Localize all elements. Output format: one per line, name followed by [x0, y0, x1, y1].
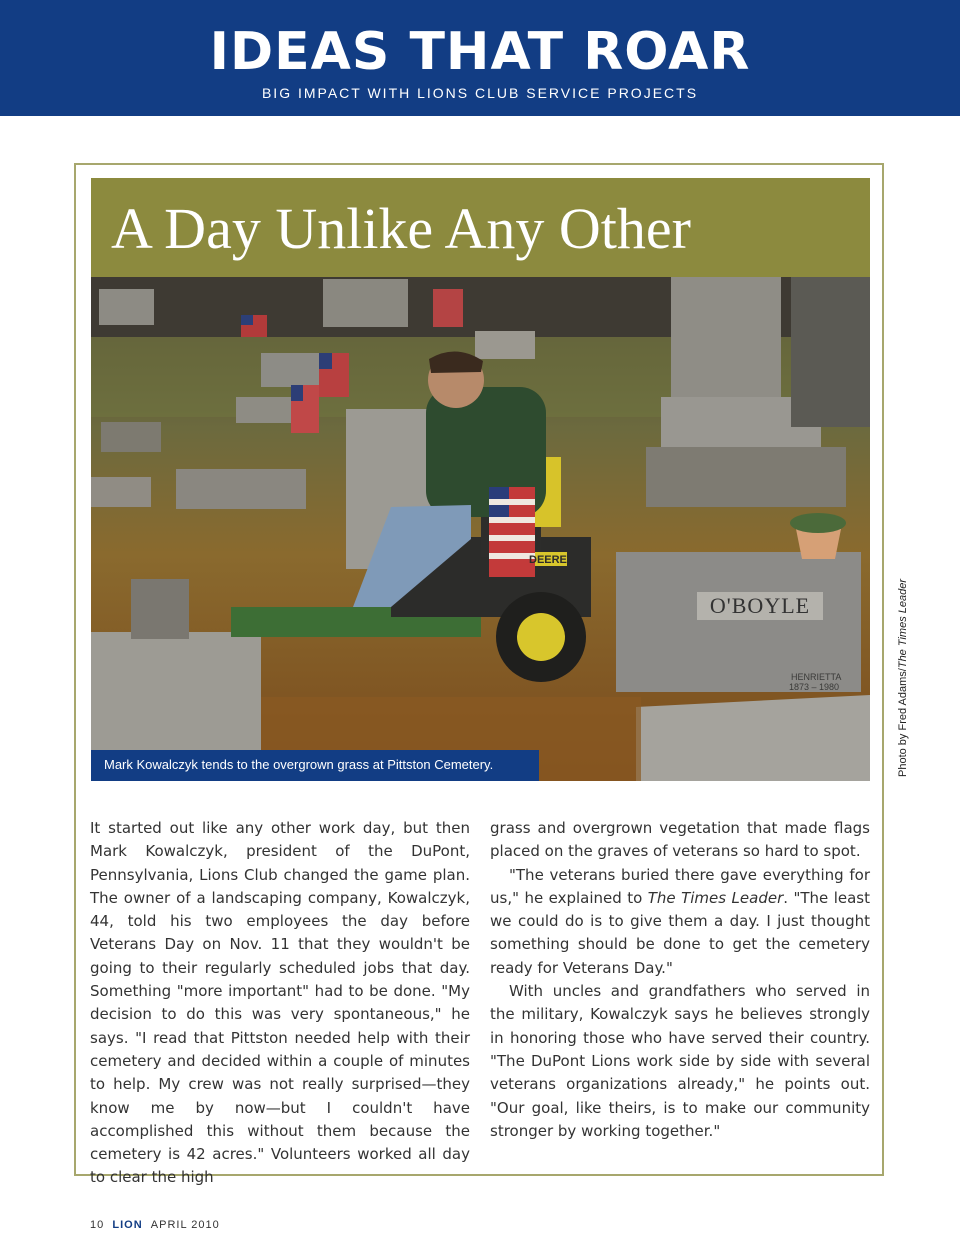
section-subtitle: BIG IMPACT WITH LIONS CLUB SERVICE PROJECTS — [261, 85, 699, 101]
photo-credit-prefix: Photo by Fred Adams/ — [897, 668, 909, 777]
right-paragraph-3: With uncles and grandfathers who served in the military, Kowalczyk says he believes strongly in honoring those who have served their country. "The DuPont Lions work side by side with several veterans organizations already," he points out. "Our goal, like theirs, is to make our community stronger by working together." — [490, 982, 870, 1140]
right-paragraph-2 — [490, 864, 870, 980]
cemetery-photo — [91, 277, 870, 781]
page-number: 10 — [90, 1219, 105, 1231]
left-column — [90, 817, 470, 1190]
magazine-name: LION — [112, 1219, 143, 1231]
photo-credit — [897, 579, 909, 777]
page-folio — [90, 1219, 220, 1231]
right-paragraph-1: grass and overgrown vegetation that made flags placed on the graves of veterans so hard to spot. — [490, 819, 870, 861]
section-title: IDEAS THAT ROAR — [209, 22, 751, 82]
right-column — [490, 817, 870, 1143]
mower-brand: DEERE — [529, 554, 567, 566]
newspaper-name: The Times Leader — [647, 888, 784, 907]
section-banner — [0, 0, 960, 116]
issue-date: APRIL 2010 — [150, 1219, 220, 1231]
article-headline: A Day Unlike Any Other — [111, 196, 691, 261]
headstone-small-name: HENRIETTA — [791, 672, 842, 682]
photo-credit-source: The Times Leader — [897, 578, 909, 669]
headstone-name: O'BOYLE — [709, 593, 811, 618]
headstone-years: 1873 – 1980 — [789, 682, 840, 692]
photo-caption: Mark Kowalczyk tends to the overgrown grass at Pittston Cemetery. — [104, 757, 494, 772]
right-paragraph-2-start: "The veterans buried there gave everything for us," he explained to — [490, 865, 870, 907]
headline-band — [91, 178, 870, 277]
left-paragraph-1: It started out like any other work day, but then Mark Kowalczyk, president of the DuPont, Pennsylvania, Lions Club changed the game plan. The owner of a landscaping company, Kowalczyk, 44, told his two employees the day before Veterans Day on Nov. 11 that they wouldn't be going to their regularly scheduled jobs that day. Something "more important" had to be done. "My decision to do this was very spontaneous," he says. "I read that Pittston needed help with their cemetery and decided within a couple of minutes to help. My crew was not really surprised—they know me by now—but I couldn't have accomplished this without them because the cemetery is 42 acres." Volunteers worked all day to clear the high — [90, 819, 470, 1187]
right-paragraph-2-end: . "The least we could do is to give them a day. I just thought something should be done to get the cemetery ready for Veterans Day." — [490, 888, 870, 977]
photo-caption-bar — [91, 750, 539, 781]
